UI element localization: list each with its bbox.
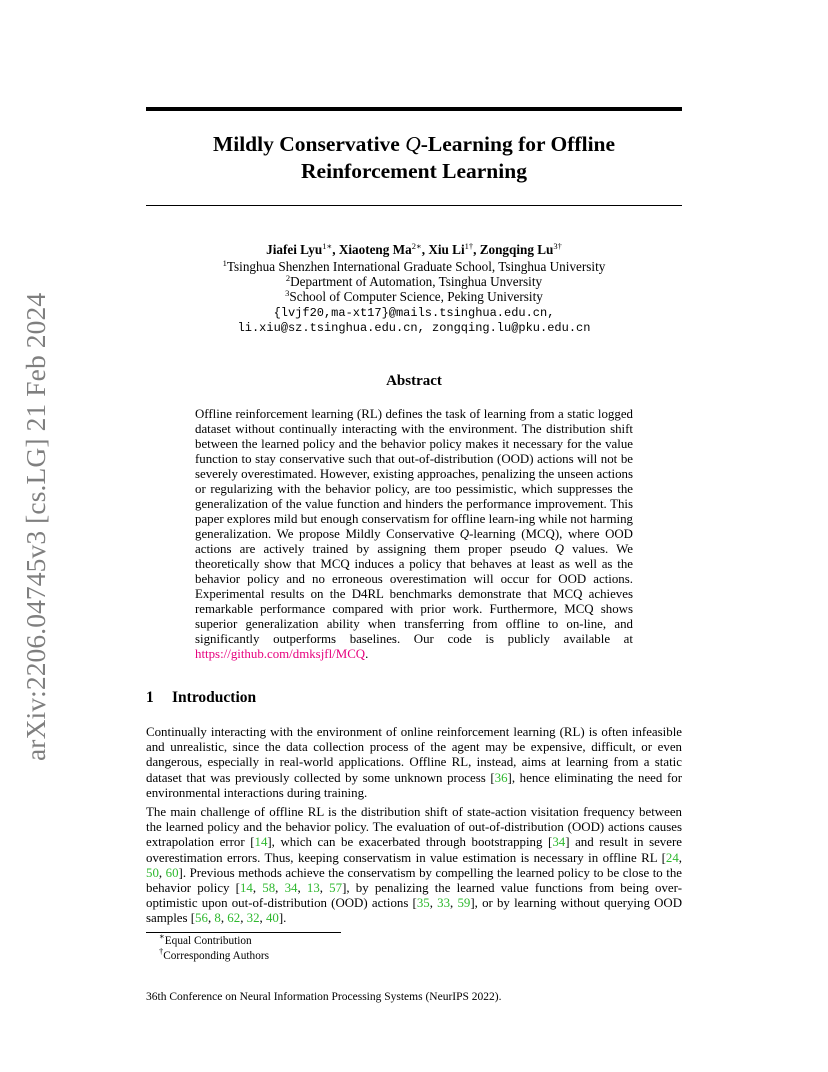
conference-note: 36th Conference on Neural Information Processing Systems (NeurIPS 2022).: [146, 991, 502, 1003]
author-name: Zongqing Lu: [479, 242, 554, 257]
body-text: ], hence eliminating the need for environmental interactions during training.: [146, 770, 682, 800]
body-text: Continually interacting with the environment of online reinforcement learning (RL) is often infeasible and unrealistic, since the data collection process of the agent may be expensive, difficult, or even dangerous, especially in real-world applications. Offline RL, instead, aims at learning from a static dataset that was previously collected by some unknown process [: [146, 725, 682, 785]
citation-link[interactable]: 13: [306, 881, 320, 896]
footnote-1: [159, 931, 252, 947]
author-name: Xiaoteng Ma: [338, 242, 412, 257]
intro-paragraph-2: The main challenge of offline RL is the distribution shift of state-action visitation frequency between the learned policy and the behavior policy. The evaluation of out-of-distribution (OOD) actions causes extrapolation error [14], which can be exacerbated through bootstrapping [34] and result in severe overestimation errors. Thus, keeping conservatism in value estimation is necessary in offline RL [24, 50, 60]. Previous methods achieve the conservatism by compelling the learned policy to be close to the behavior policy [14, 58, 34, 13, 57], by penalizing the learned value functions from being over-optimistic upon out-of-distribution (OOD) actions [35, 33, 59], or by learning without querying OOD samples [56, 8, 62, 32, 40].: [146, 805, 683, 926]
arxiv-stamp: [18, 293, 54, 761]
title-text: -Learning for Offline: [420, 132, 616, 156]
section-title: Introduction: [172, 689, 257, 706]
citation-link[interactable]: 24: [665, 850, 679, 865]
arxiv-id: arXiv:2206.04745v3 [cs.LG] 21 Feb 2024: [20, 293, 51, 761]
body-text: ], which can be exacerbated through bootstrapping [: [267, 835, 553, 850]
abstract-text: values. We theoretically show that MCQ induces a policy that behaves at least as well as the behavior policy and no erroneous overestimation will occur for OOD actions. Experimental results on the D4RL benchmarks demonstrate that MCQ achieves remarkable performance compared with prior work. Furthermore, MCQ shows superior generalization ability when transferring from offline to on-line, and significantly outperforms baselines. Our code is publicly available at: [195, 542, 633, 646]
citation-link[interactable]: 32: [246, 911, 260, 926]
footnote-2: [159, 946, 269, 962]
title-text: Mildly Conservative: [212, 132, 406, 156]
body-text: ], or by learning without querying OOD samples [: [146, 896, 683, 926]
affiliation-text: Department of Automation, Tsinghua Unversity: [290, 274, 543, 289]
author-marker: 1†: [464, 241, 474, 251]
citation-link[interactable]: 34: [284, 881, 298, 896]
citation-link[interactable]: 50: [146, 865, 159, 880]
math-q: Q: [554, 542, 564, 556]
citation-link[interactable]: 35: [416, 896, 430, 911]
section-heading: [146, 689, 256, 707]
paper-title: [146, 131, 682, 185]
author-marker: 1∗: [322, 241, 333, 251]
footnote-rule: [146, 932, 341, 933]
section-number: 1: [146, 689, 154, 706]
affiliation-text: Tsinghua Shenzhen International Graduate School, Tsinghua University: [226, 259, 606, 274]
affiliation-1: [146, 259, 682, 275]
citation-link[interactable]: 56: [195, 911, 208, 926]
citation-link[interactable]: 36: [494, 770, 508, 785]
title-bottom-rule: [146, 205, 682, 206]
citation-link[interactable]: 40: [265, 911, 279, 926]
affiliation-marker: 2: [285, 273, 291, 283]
citation-link[interactable]: 34: [552, 835, 566, 850]
citation-link[interactable]: 14: [239, 881, 253, 896]
citation-link[interactable]: 33: [437, 896, 451, 911]
title-math-q: Q: [405, 132, 421, 156]
math-q: Q: [459, 527, 470, 541]
affiliation-3: [146, 289, 682, 305]
abstract-text: .: [365, 647, 369, 661]
footnote-marker: ∗: [159, 931, 165, 941]
title-line-2: Reinforcement Learning: [301, 159, 527, 183]
abstract-text: Offline reinforcement learning (RL) defines the task of learning from a static logged dataset without continually interacting with the environment. The distribution shift between the learned policy and the behavior policy makes it necessary for the value function to stay conservative such that out-of-distribution (OOD) actions will not be severely overestimated. However, existing approaches, penalizing the unseen actions or regularizing with the behavior policy, are too pessimistic, which suppresses the generalization of the value function and hinders the performance improvement. This paper explores mild but enough conservatism for offline learn-ing while not harming generalization. We propose Mildly Conservative: [195, 407, 633, 541]
citation-link[interactable]: 62: [227, 911, 241, 926]
abstract-heading: Abstract: [386, 373, 442, 389]
footnote-text: Corresponding Authors: [163, 950, 269, 962]
citation-link[interactable]: 59: [457, 896, 471, 911]
author-marker: 3†: [553, 241, 562, 251]
citation-link[interactable]: 8: [214, 911, 221, 926]
intro-paragraph-1: [146, 725, 682, 801]
citation-link[interactable]: 14: [254, 835, 268, 850]
footnote-text: Equal Contribution: [164, 935, 252, 947]
abstract-text: -learning (MCQ), where OOD actions are actively trained by assigning them proper pseudo: [195, 527, 633, 556]
abstract-body: [195, 407, 633, 662]
body-text: ] and result in severe overestimation errors. Thus, keeping conservatism in value estimation is necessary in offline RL [: [146, 835, 682, 865]
affiliation-marker: 3: [285, 288, 290, 298]
citation-link[interactable]: 57: [329, 881, 343, 896]
affiliation-marker: 1: [222, 258, 227, 268]
author-name: Jiafei Lyu: [266, 242, 323, 257]
footnote-marker: †: [159, 946, 164, 956]
author-marker: 2∗: [411, 241, 422, 251]
citation-link[interactable]: 58: [262, 881, 276, 896]
title-top-rule: [146, 107, 682, 111]
affiliation-text: School of Computer Science, Peking University: [289, 289, 543, 304]
email-line-1: {lvjf20,ma-xt17}@mails.tsinghua.edu.cn,: [273, 306, 555, 320]
email-line-2: li.xiu@sz.tsinghua.edu.cn, zongqing.lu@pku.edu.cn: [237, 321, 591, 335]
author-list: Jiafei Lyu$^{1∗}$, Xiaoteng $Ma^{2∗}$, Xiu $Li^{1\dagger}$, Zongqing $Lu^{3\dagger}$: [266, 241, 562, 257]
body-text: ].: [278, 911, 287, 926]
author-name: Xiu Li: [428, 242, 465, 257]
code-link[interactable]: https://github.com/dmksjfl/MCQ: [195, 647, 366, 661]
body-text: ], by penalizing the learned value functions from being over-optimistic upon out-of-distribution (OOD) actions [: [146, 881, 682, 911]
affiliation-2: [146, 274, 682, 290]
body-text: The main challenge of offline RL is the distribution shift of state-action visitation frequency between the learned policy and the behavior policy. The evaluation of out-of-distribution (OOD) actions causes extrapolation error [: [146, 805, 682, 850]
citation-link[interactable]: 60: [165, 865, 179, 880]
body-text: ]. Previous methods achieve the conservatism by compelling the learned policy to be close to the behavior policy [: [146, 865, 682, 896]
